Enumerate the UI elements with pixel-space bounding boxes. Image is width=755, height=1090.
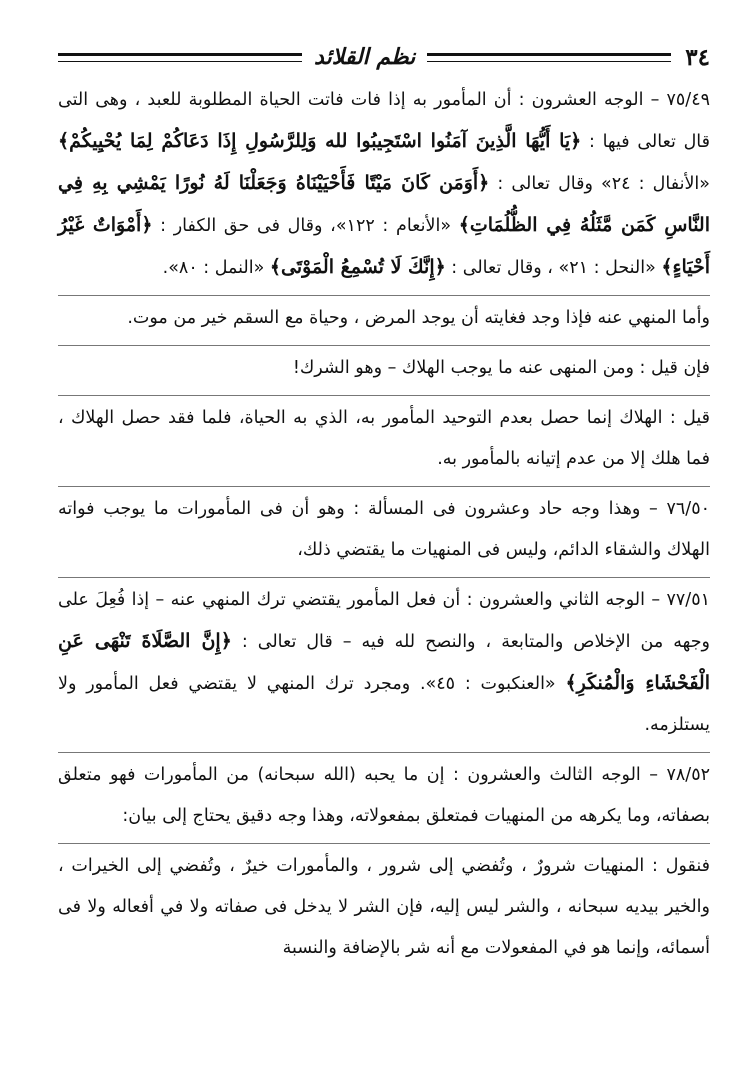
header-rule-right [427, 53, 671, 62]
paragraph-separator [58, 295, 710, 296]
paragraph-separator [58, 843, 710, 844]
text-segment: «الأنعام : ١٢٢»، وقال فى حق الكفار : [152, 216, 459, 236]
paragraph-separator [58, 345, 710, 346]
text-segment: ٧٨/٥٢ – الوجه الثالث والعشرون : إن ما يحبه (الله سبحانه) من المأمورات فهو متعلق بصفاته، وما يكرهه من المنهيات فمتعلق بمفعولاته، وهذا وجه دقيق يحتاج إلى بيان: [58, 765, 710, 826]
paragraph [58, 755, 710, 843]
paragraph [58, 80, 710, 295]
running-title: نظم القلائد [314, 44, 416, 70]
text-segment: «النحل : ٢١» ، وقال تعالى : [445, 258, 662, 278]
paragraph [58, 580, 710, 752]
quran-quote: ﴿أَمْوَاتٌ غَيْرُ أَحْيَاءٍ﴾ [58, 214, 710, 278]
text-segment: ٧٧/٥١ – الوجه الثاني والعشرون : أن فعل المأمور يقتضي ترك المنهي عنه – إذا فُعِلَ على وجهه من الإخلاص والمتابعة ، والنصح لله فيه – قال تعالى : [58, 590, 710, 652]
paragraph [58, 489, 710, 577]
text-segment: ٧٥/٤٩ – الوجه العشرون : أن المأمور به إذا فات فاتت الحياة المطلوبة للعبد ، وهى التى قال تعالى فيها : [58, 90, 711, 152]
book-page [58, 40, 710, 1060]
paragraph-separator [58, 395, 710, 396]
page-number: ٣٤ [685, 43, 710, 71]
quran-quote: ﴿إِنَّكَ لَا تُسْمِعُ الْمَوْتَى﴾ [269, 256, 446, 278]
quran-quote: ﴿إِنَّ الصَّلَاةَ تَنْهَى عَنِ الْفَحْشَاءِ وَالْمُنكَرِ﴾ [58, 630, 710, 694]
paragraph-separator [58, 752, 710, 753]
text-segment: «العنكبوت : ٤٥». ومجرد ترك المنهي لا يقتضي فعل المأمور ولا يستلزمه. [58, 674, 710, 735]
text-segment: ٧٦/٥٠ – وهذا وجه حاد وعشرون فى المسألة : وهو أن فى المأمورات ما يوجب فواته الهلاك والشقاء الدائم، وليس فى المنهيات ما يقتضي ذلك، [58, 499, 710, 560]
paragraph [58, 846, 710, 975]
paragraph-separator [58, 577, 710, 578]
paragraph [58, 298, 710, 345]
header-rule-left [58, 53, 302, 62]
text-segment: وأما المنهي عنه فإذا وجد فغايته أن يوجد المرض ، وحياة مع السقم خير من موت. [127, 308, 710, 328]
text-segment: «النمل : ٨٠». [162, 258, 270, 278]
text-segment: قيل : الهلاك إنما حصل بعدم التوحيد المأمور به، الذي به الحياة، فلما فقد حصل الهلاك ، فما هلك إلا من عدم إتيانه بالمأمور به. [58, 408, 710, 469]
paragraph-separator [58, 486, 710, 487]
text-segment: فإن قيل : ومن المنهى عنه ما يوجب الهلاك – وهو الشرك! [292, 358, 710, 378]
page-header [58, 40, 710, 74]
text-segment: «الأنفال : ٢٤» وقال تعالى : [489, 174, 711, 194]
paragraph [58, 398, 710, 486]
quran-quote: ﴿أَوَمَن كَانَ مَيْتًا فَأَحْيَيْنَاهُ وَجَعَلْنَا لَهُ نُورًا يَمْشِي بِهِ فِي النَّاسِ كَمَن مَّثَلُهُ فِي الظُّلُمَاتِ﴾ [58, 172, 710, 236]
page-body [58, 80, 710, 975]
text-segment: فنقول : المنهيات شرورٌ ، وتُفضي إلى شرور ، والمأمورات خيرٌ ، وتُفضي إلى الخيرات ، والخير بيديه سبحانه ، والشر ليس إليه، فإن الشر لا يدخل فى صفاته ولا في أفعاله ولا فى أسمائه، وإنما هو في المفعولات مع أنه شر بالإضافة والنسبة [58, 856, 710, 958]
paragraph [58, 348, 710, 395]
quran-quote: ﴿يَا أَيُّهَا الَّذِينَ آمَنُوا اسْتَجِيبُوا لله وَلِلرَّسُولِ إِذَا دَعَاكُمْ لِمَا يُحْيِيكُمْ﴾ [58, 130, 582, 152]
